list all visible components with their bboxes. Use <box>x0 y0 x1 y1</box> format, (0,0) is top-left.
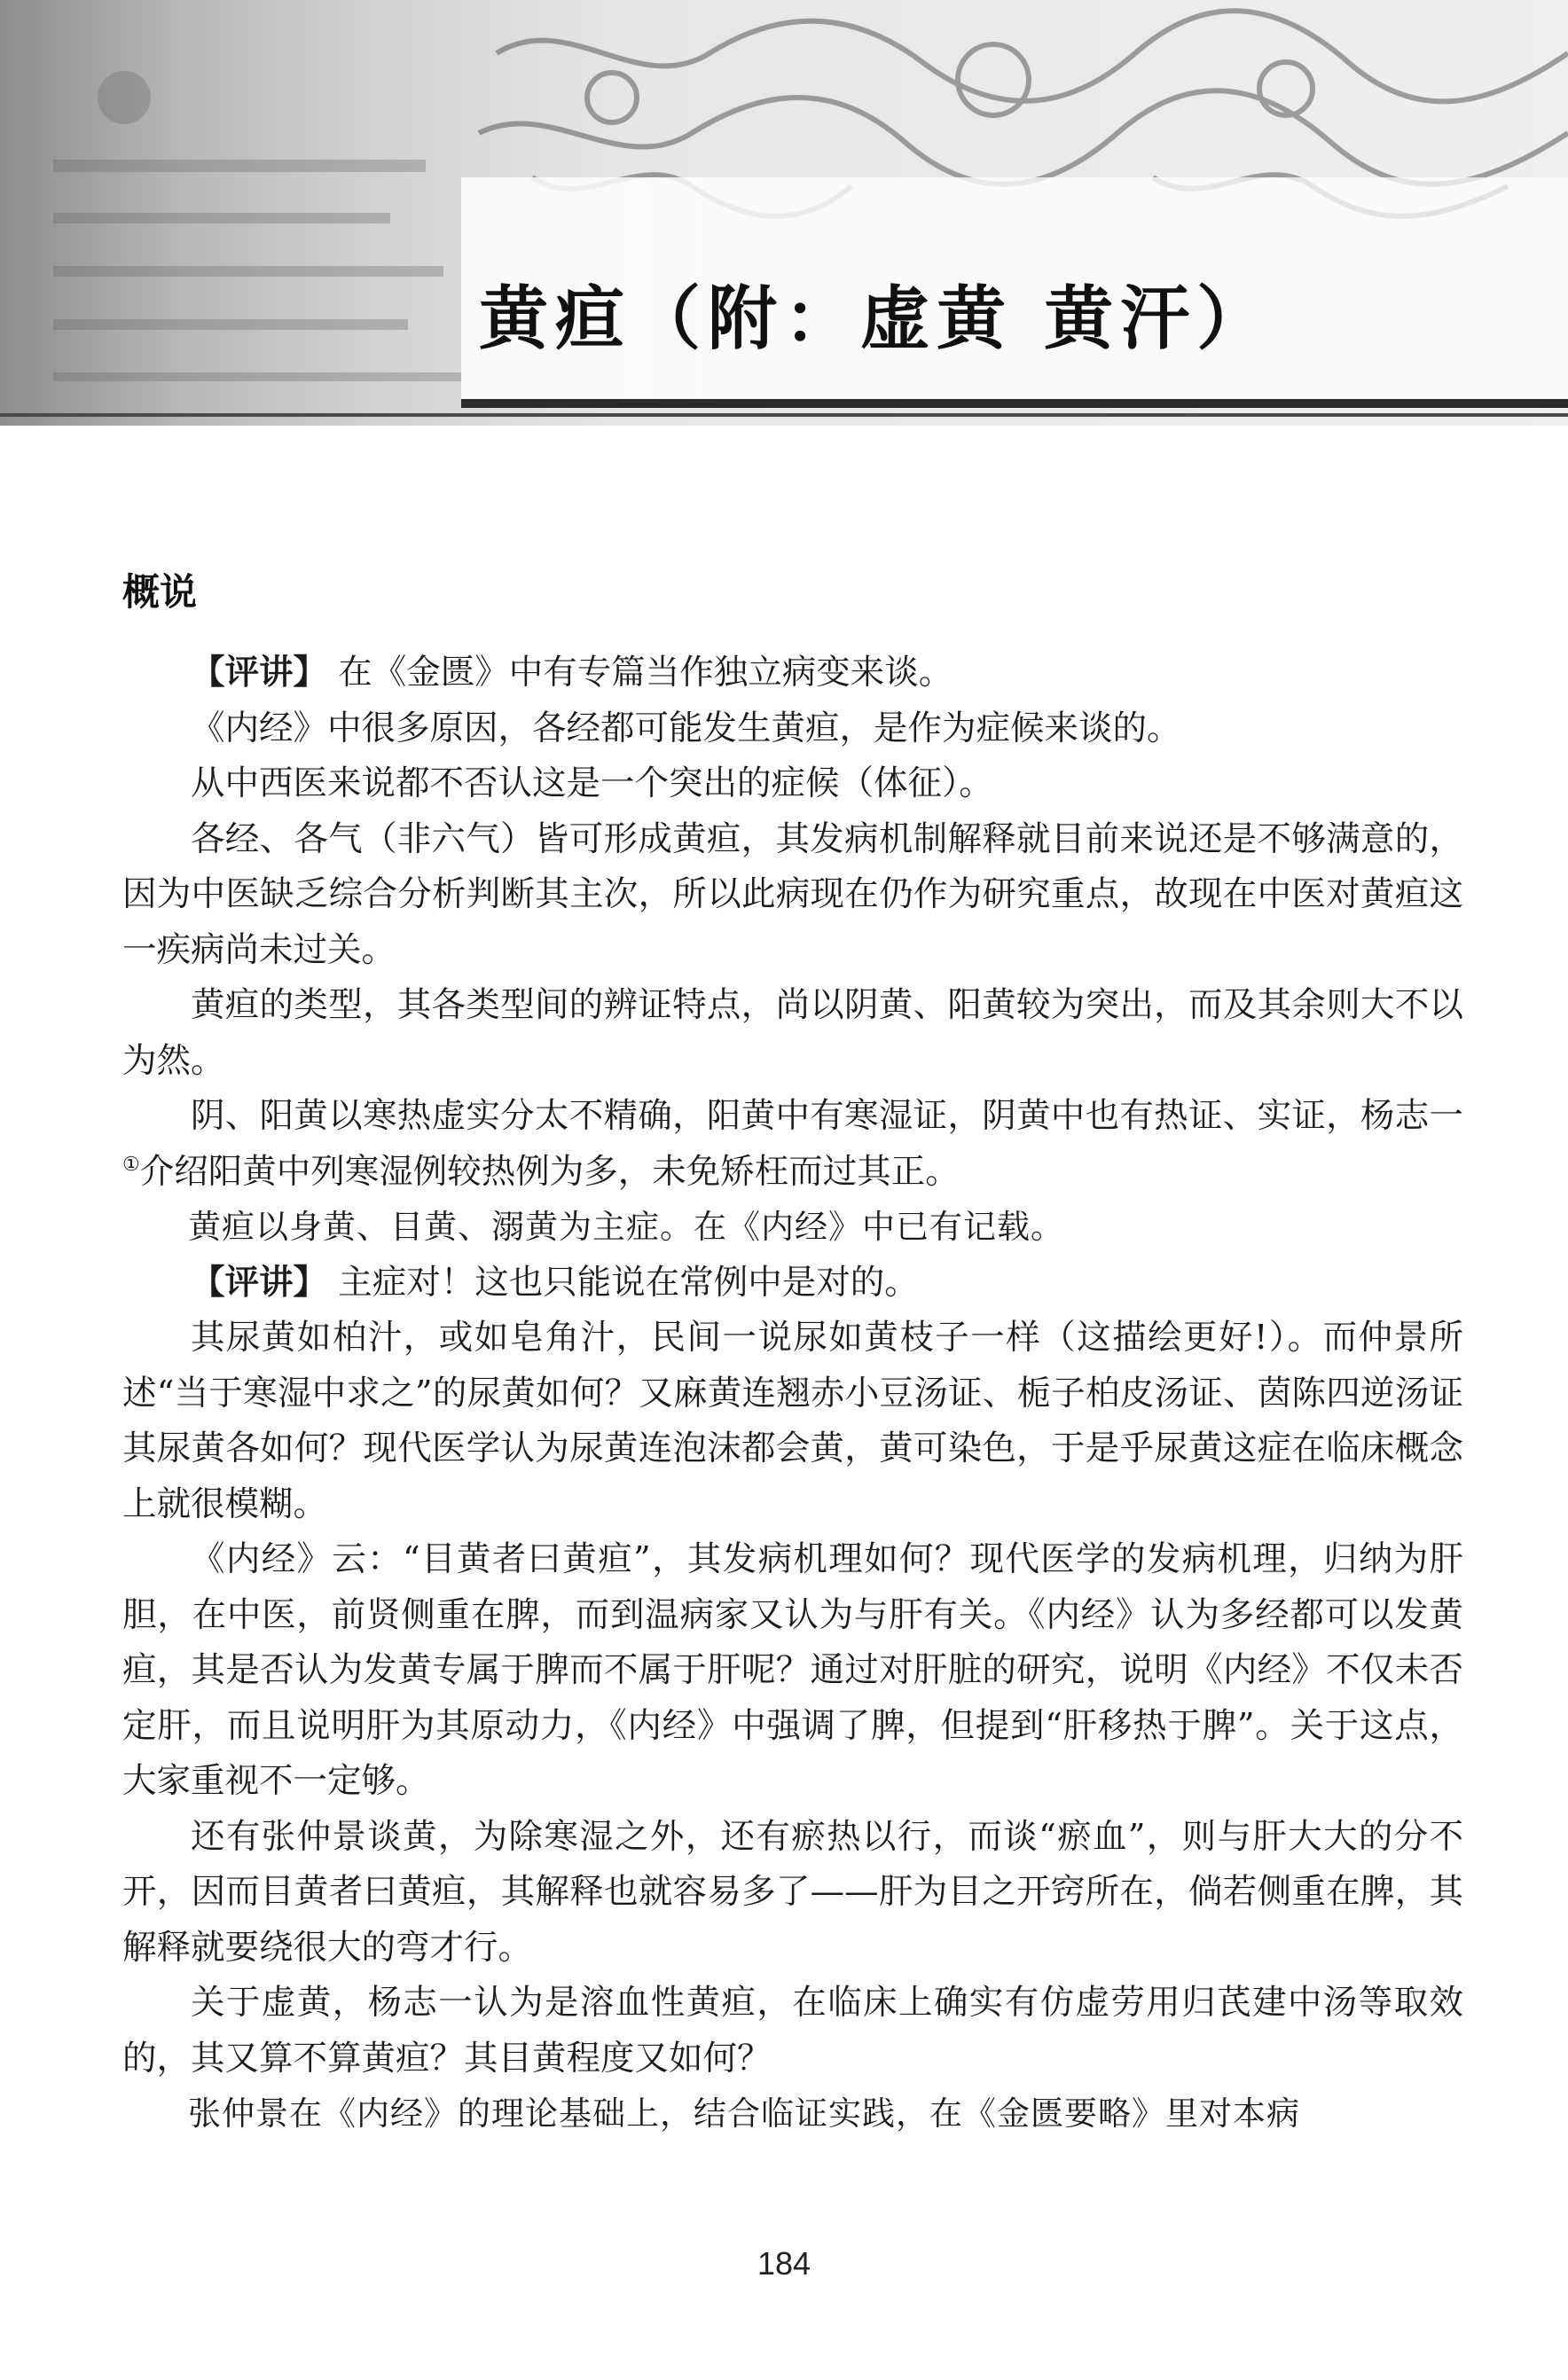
paragraph-text: 阴、阳黄以寒热虚实分太不精确，阳黄中有寒湿证，阴黄中也有热证、实证，杨志一 <box>191 1096 1463 1136</box>
chapter-header-banner <box>0 0 1568 426</box>
paragraph <box>122 646 1463 701</box>
header-rule <box>461 399 1568 408</box>
paragraph: 从中西医来说都不否认这是一个突出的症候（体征）。 <box>191 763 993 803</box>
chapter-title: 黄疸（附：虚黄 黄汗） <box>479 279 1274 359</box>
paragraph-text: 主症对！这也只能说在常例中是对的。 <box>338 1262 919 1303</box>
comment-label: 【评讲】 <box>191 653 328 693</box>
paragraph: 《内经》中很多原因，各经都可能发生黄疸，是作为症候来谈的。 <box>191 708 1181 748</box>
quoted-paragraph: 黄疸以身黄、目黄、溺黄为主症。在《内经》中已有记载。 <box>188 1208 1064 1246</box>
body-text <box>122 646 1463 2142</box>
section-heading: 概说 <box>122 570 198 614</box>
paragraph-text: 在《金匮》中有专篇当作独立病变来谈。 <box>338 653 953 693</box>
paragraph <box>122 1089 1463 1200</box>
paragraph <box>122 1256 1463 1311</box>
header-rule-thin <box>0 413 1568 417</box>
page-number: 184 <box>757 2245 811 2282</box>
paragraph: 关于虚黄，杨志一认为是溶血性黄疸，在临床上确实有仿虚劳用归芪建中汤等取效的，其又算不算黄疸？其目黄程度又如何？ <box>122 1983 1463 2079</box>
paragraph: 还有张仲景谈黄，为除寒湿之外，还有瘀热以行，而谈“瘀血”，则与肝大大的分不开，因而目黄者曰黄疸，其解释也就容易多了——肝为目之开窍所在，倘若侧重在脾，其解释就要绕很大的弯才行。 <box>122 1816 1463 1968</box>
comment-label: 【评讲】 <box>191 1262 328 1303</box>
paragraph: 黄疸的类型，其各类型间的辨证特点，尚以阴黄、阳黄较为突出，而及其余则大不以为然。 <box>122 985 1463 1081</box>
paragraph-text: 介绍阳黄中列寒湿例较热例为多，未免矫枉而过其正。 <box>139 1151 960 1192</box>
footnote-marker: ① <box>122 1153 140 1176</box>
paragraph: 其尿黄如柏汁，或如皂角汁，民间一说尿如黄枝子一样（这描绘更好!）。而仲景所述“当于寒湿中求之”的尿黄如何？又麻黄连翘赤小豆汤证、栀子柏皮汤证、茵陈四逆汤证其尿黄各如何？现代医学认为尿黄连泡沫都会黄，黄可染色，于是乎尿黄这症在临床概念上就很模糊。 <box>122 1318 1463 1524</box>
paragraph: 各经、各气（非六气）皆可形成黄疸，其发病机制解释就目前来说还是不够满意的，因为中医缺乏综合分析判断其主次，所以此病现在仍作为研究重点，故现在中医对黄疸这一疾病尚未过关。 <box>122 818 1463 970</box>
quoted-paragraph: 张仲景在《内经》的理论基础上，结合临证实践，在《金匮要略》里对本病 <box>188 2094 1300 2133</box>
paragraph: 《内经》云：“目黄者曰黄疸”，其发病机理如何？现代医学的发病机理，归纳为肝胆，在中医，前贤侧重在脾，而到温病家又认为与肝有关。《内经》认为多经都可以发黄疸，其是否认为发黄专属于脾而不属于肝呢？通过对肝脏的研究，说明《内经》不仅未否定肝，而且说明肝为其原动力，《内经》中强调了脾，但提到“肝移热于脾”。关于这点，大家重视不一定够。 <box>122 1539 1463 1801</box>
